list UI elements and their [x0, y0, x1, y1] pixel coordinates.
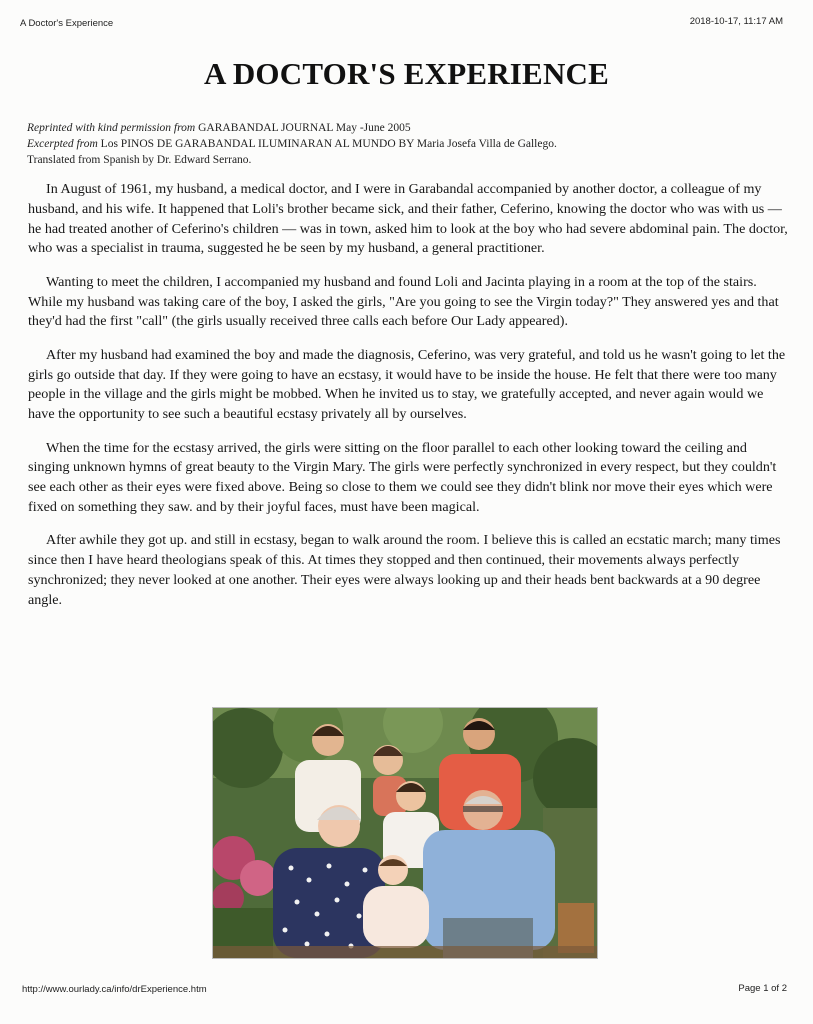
family-photo-illustration: [213, 708, 597, 958]
paragraph: Wanting to meet the children, I accompanied my husband and found Loli and Jacinta playing in a room at the top of the stairs. While my husband was taking care of the boy, I asked the girls, "Are you going to see the Virgin today?" They answered yes and that they'd had the first "call" (the girls usually received three calls each before Our Lady appeared).: [28, 273, 779, 330]
credit-line-reprint: Reprinted with kind permission from GARABANDAL JOURNAL May -June 2005: [27, 122, 411, 134]
article-body: [28, 180, 790, 624]
paragraph: In August of 1961, my husband, a medical doctor, and I were in Garabandal accompanied by another doctor, a colleague of my husband, and his wife. It happened that Loli's brother became sick, and their father, Ceferino, knowing the doctor who was with us — he had treated another of Ceferino's children — was in town, asked him to look at the boy who had severe abdominal pain. The doctor, who was a specialist in trauma, suggested he be seen by my husband, a general practitioner.: [28, 181, 788, 257]
page-header-title: A Doctor's Experience: [20, 18, 114, 29]
page-header-timestamp: 2018-10-17, 11:17 AM: [689, 16, 783, 27]
article-title: A DOCTOR'S EXPERIENCE: [204, 56, 609, 91]
family-photo: [212, 707, 598, 959]
credit-line-translation: Translated from Spanish by Dr. Edward Serrano.: [27, 154, 252, 166]
paragraph: After awhile they got up. and still in ecstasy, began to walk around the room. I believe this is called an ecstatic march; many times since then I have heard theologians speak of this. At times they stopped and then continued, their movements always perfectly synchronized; they never looked at one another. Their eyes were always looking up and their heads bent backwards at a 90 degree angle.: [28, 532, 781, 608]
credit-line-excerpt: Excerpted from Los PINOS DE GARABANDAL ILUMINARAN AL MUNDO BY Maria Josefa Villa de Gallego.: [27, 138, 557, 150]
article-credits: [27, 120, 797, 168]
paragraph: When the time for the ecstasy arrived, the girls were sitting on the floor parallel to each other looking toward the ceiling and singing unknown hymns of great beauty to the Virgin Mary. The girls were perfectly synchronized in every respect, but they couldn't see each other as their eyes were fixed above. Being so close to them we could see they didn't blink nor move their eyes which were fixed on something they saw. and by their joyful faces, must have been magical.: [28, 439, 777, 515]
source-url: http://www.ourlady.ca/info/drExperience.htm: [22, 984, 207, 995]
page-number: Page 1 of 2: [738, 983, 787, 994]
paragraph: After my husband had examined the boy and made the diagnosis, Ceferino, was very grateful, and told us he wasn't going to let the girls go outside that day. If they were going to have an ecstasy, it would have to be inside the house. He felt that there were too many people in the village and the girls might be mobbed. When he invited us to stay, we gratefully accepted, and never again would we have the opportunity to see such a beautiful ecstasy privately all by ourselves.: [28, 346, 786, 423]
